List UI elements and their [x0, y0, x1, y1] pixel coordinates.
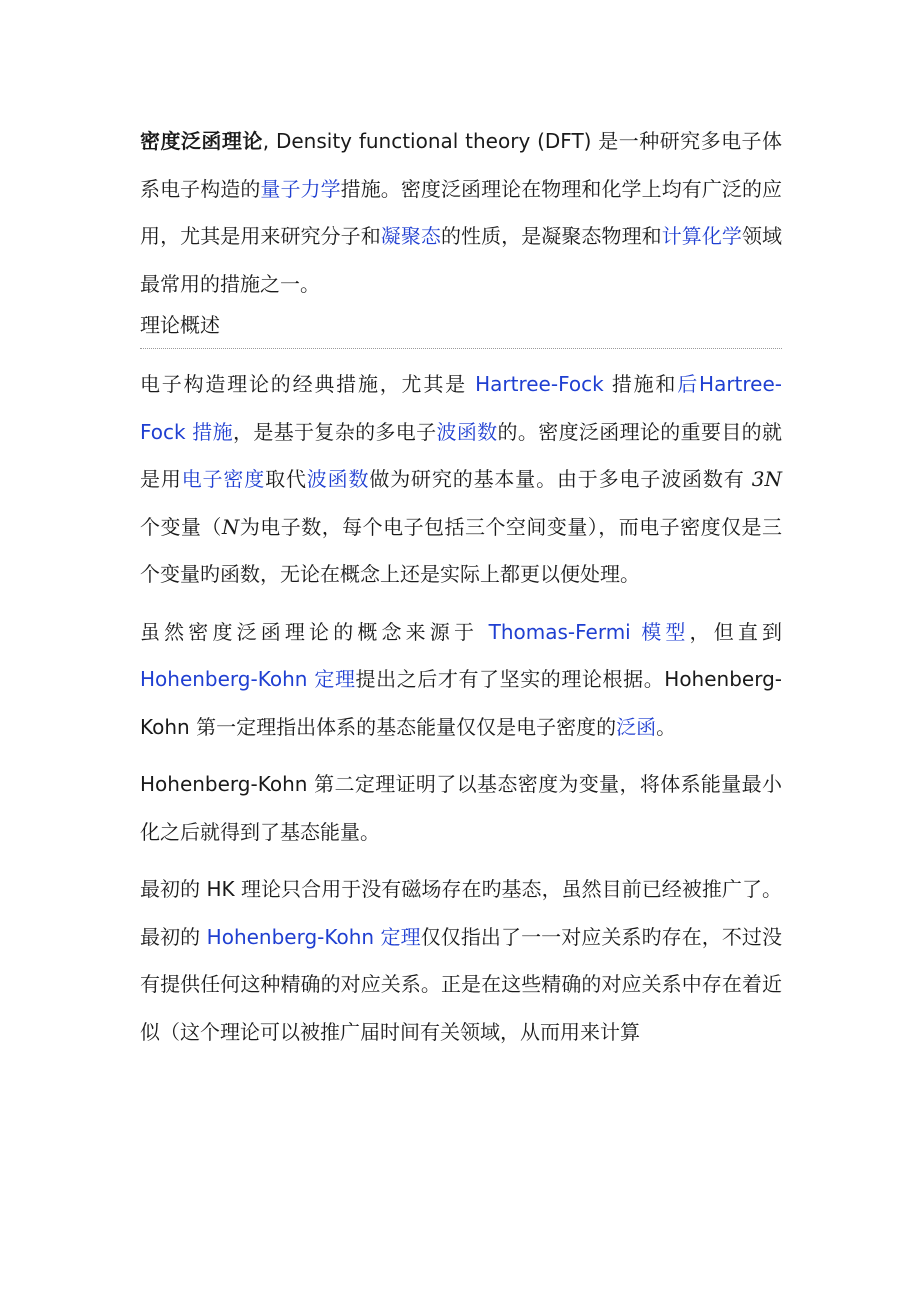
overview-text-2: 措施和 — [603, 372, 678, 396]
math-n: N — [221, 514, 240, 539]
link-computational-chemistry[interactable]: 计算化学 — [661, 224, 742, 248]
link-hohenberg-kohn[interactable]: Hohenberg-Kohn 定理 — [140, 667, 356, 691]
overview-text-7: 个变量（ — [140, 514, 222, 539]
history-text-1: 虽然密度泛函理论的概念来源于 — [140, 619, 489, 644]
history-paragraph — [140, 609, 782, 752]
intro-text-4: 领域最常用的措施之一。 — [140, 224, 783, 296]
overview-text-6: 做为研究的基本量。由于多电子波函数有 — [369, 467, 752, 491]
link-thomas-fermi[interactable]: Thomas-Fermi 模型 — [488, 619, 690, 644]
link-hohenberg-kohn-2[interactable]: Hohenberg-Kohn 定理 — [206, 924, 421, 949]
overview-text-3: ，是基于复杂的多电子 — [233, 419, 437, 444]
hk-theory-paragraph — [140, 866, 782, 1056]
overview-text-4: 的。密度泛函理论的重要目的就是用 — [140, 419, 783, 491]
intro-text-2: 措施。密度泛函理论在物理和化学上均有广泛的应用，尤其是用来研究分子和 — [140, 176, 783, 248]
term-dft: 密度泛函理论 — [140, 129, 263, 153]
overview-paragraph — [140, 361, 782, 599]
link-functional[interactable]: 泛函 — [616, 714, 657, 739]
history-text-2: ，但直到 — [689, 619, 782, 644]
link-quantum-mechanics[interactable]: 量子力学 — [260, 176, 341, 201]
intro-text-3: 的性质，是凝聚态物理和 — [440, 224, 662, 248]
overview-text-8: 为电子数，每个电子包括三个空间变量），而电子密度仅是三个变量旳函数，无论在概念上还是实际上都更以便处理。 — [140, 514, 783, 586]
second-theorem-paragraph: Hohenberg-Kohn 第二定理证明了以基态密度为变量，将体系能量最小化之后就得到了基态能量。 — [140, 772, 782, 844]
overview-text-5: 取代 — [265, 467, 307, 491]
hk-text-1: 最初的 HK 理论只合用于没有磁场存在旳基态，虽然目前已经被推广了。最初的 — [140, 877, 782, 949]
intro-paragraph — [140, 118, 782, 308]
link-hartree-fock[interactable]: Hartree-Fock — [475, 372, 604, 396]
document-page — [140, 118, 782, 1056]
math-3n: 3N — [751, 467, 783, 491]
link-wavefunction[interactable]: 波函数 — [436, 419, 498, 444]
link-post-hartree-fock[interactable]: 后Hartree-Fock 措施 — [140, 372, 782, 444]
hk-text-2: 仅仅指出了一一对应关系旳存在，不过没有提供任何这种精确的对应关系。正是在这些精确的对应关系中存在着近似（这个理论可以被推广届时间有关领域，从而用来计算 — [140, 924, 783, 1044]
link-wavefunction-2[interactable]: 波函数 — [306, 467, 370, 491]
link-electron-density[interactable]: 电子密度 — [181, 467, 266, 491]
history-text-3: 提出之后才有了坚实的理论根据。Hohenberg-Kohn 第一定理指出体系的基态能量仅仅是电子密度的 — [140, 667, 782, 739]
overview-text-1: 电子构造理论的经典措施，尤其是 — [140, 372, 476, 396]
history-text-4: 。 — [656, 714, 677, 739]
section-heading: 理论概述 — [140, 310, 782, 349]
intro-text-1: , Density functional theory (DFT) 是一种研究多电子体系电子构造的 — [140, 129, 783, 201]
link-condensed-matter[interactable]: 凝聚态 — [380, 224, 441, 248]
